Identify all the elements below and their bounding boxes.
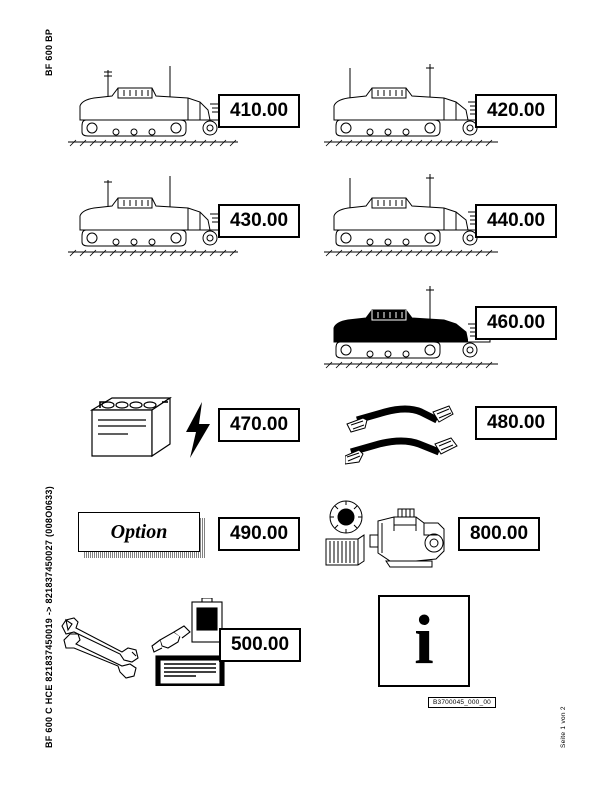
group-430[interactable] bbox=[60, 172, 289, 262]
document-id-label: B3700045_000_00 bbox=[428, 697, 496, 708]
group-number-410[interactable]: 410.00 bbox=[218, 94, 300, 128]
tools-icon bbox=[56, 598, 226, 686]
group-470[interactable] bbox=[78, 390, 293, 470]
group-410[interactable] bbox=[60, 62, 289, 152]
information-icon[interactable] bbox=[378, 595, 470, 687]
group-number-440[interactable]: 440.00 bbox=[475, 204, 557, 238]
machine-spec-label: BF 600 C HCE 821837450019 -> 821837450027 (008O0633) bbox=[44, 485, 54, 748]
group-800[interactable] bbox=[320, 495, 530, 575]
option-plate-icon: Option bbox=[78, 512, 200, 552]
group-number-420[interactable]: 420.00 bbox=[475, 94, 557, 128]
information-glyph: i bbox=[414, 602, 434, 679]
group-420[interactable] bbox=[320, 62, 546, 152]
group-490[interactable] bbox=[78, 512, 214, 560]
group-number-480[interactable]: 480.00 bbox=[475, 406, 557, 440]
group-440[interactable] bbox=[320, 172, 546, 262]
group-number-460[interactable]: 460.00 bbox=[475, 306, 557, 340]
group-number-800[interactable]: 800.00 bbox=[458, 517, 540, 551]
group-number-500[interactable]: 500.00 bbox=[219, 628, 301, 662]
lightning-bolt-icon bbox=[182, 402, 214, 458]
hydraulic-hoses-icon bbox=[345, 394, 465, 466]
group-480[interactable] bbox=[345, 390, 545, 470]
page-footer-label: Seite 1 von 2 bbox=[560, 706, 567, 748]
group-500[interactable] bbox=[56, 598, 296, 686]
group-number-430[interactable]: 430.00 bbox=[218, 204, 300, 238]
group-number-470[interactable]: 470.00 bbox=[218, 408, 300, 442]
group-number-490[interactable]: 490.00 bbox=[218, 517, 300, 551]
battery-icon bbox=[78, 390, 183, 468]
header-model-label: BF 600 BP bbox=[44, 28, 54, 76]
group-460[interactable] bbox=[320, 284, 546, 374]
engine-icon bbox=[320, 495, 460, 573]
